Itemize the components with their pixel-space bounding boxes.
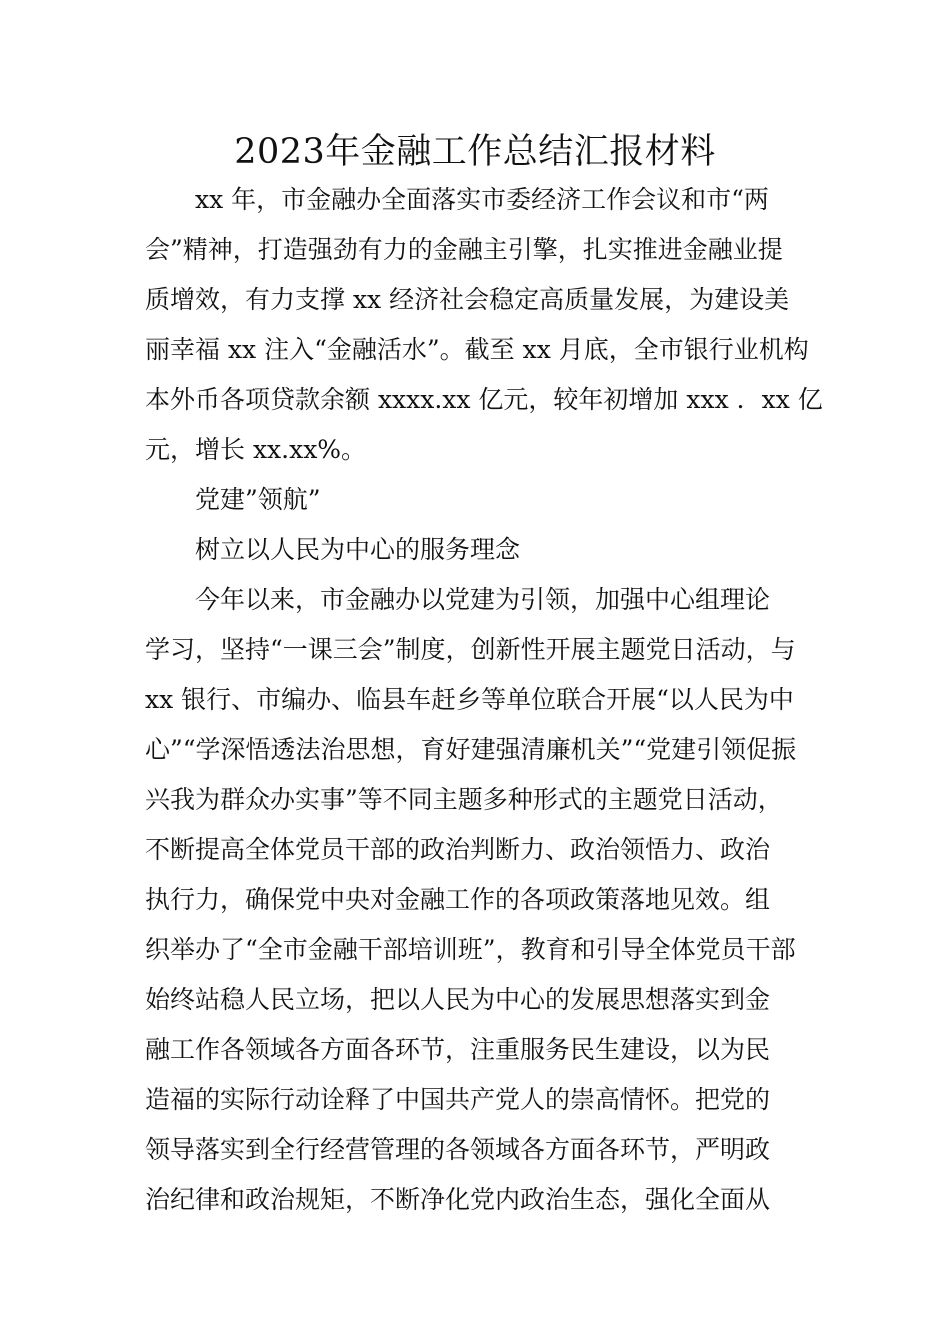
paragraph-line: 丽幸福 xx 注入“金融活水”。截至 xx 月底，全市银行业机构 xyxy=(145,335,809,364)
paragraph-line: 不断提高全体党员干部的政治判断力、政治领悟力、政治 xyxy=(145,835,771,864)
paragraph-line: 元，增长 xx.xx%。 xyxy=(145,435,367,464)
paragraph-line: 治纪律和政治规矩，不断净化党内政治生态，强化全面从 xyxy=(145,1185,771,1214)
paragraph-line: 兴我为群众办实事”等不同主题多种形式的主题党日活动， xyxy=(145,785,783,814)
paragraph-line: 造福的实际行动诠释了中国共产党人的崇高情怀。把党的 xyxy=(145,1085,771,1114)
paragraph-line: 领导落实到全行经营管理的各领域各方面各环节，严明政 xyxy=(145,1135,771,1164)
paragraph-line: 学习，坚持“一课三会”制度，创新性开展主题党日活动，与 xyxy=(145,635,796,664)
section-heading: 党建”领航” xyxy=(195,485,321,514)
paragraph-line: 始终站稳人民立场，把以人民为中心的发展思想落实到金 xyxy=(145,985,771,1014)
paragraph-line: xx 年，市金融办全面落实市委经济工作会议和市“两 xyxy=(195,185,769,214)
paragraph-line: 织举办了“全市金融干部培训班”，教育和引导全体党员干部 xyxy=(145,935,796,964)
paragraph-line: 今年以来，市金融办以党建为引领，加强中心组理论 xyxy=(195,585,771,614)
paragraph-line: 本外币各项贷款余额 xxxx.xx 亿元，较年初增加 xxx ．xx 亿 xyxy=(145,385,823,414)
paragraph-line: xx 银行、市编办、临县车赶乡等单位联合开展“以人民为中 xyxy=(145,685,794,714)
paragraph-line: 执行力，确保党中央对金融工作的各项政策落地见效。组 xyxy=(145,885,771,914)
subsection-heading: 树立以人民为中心的服务理念 xyxy=(195,535,521,564)
paragraph-line: 融工作各领域各方面各环节，注重服务民生建设，以为民 xyxy=(145,1035,771,1064)
paragraph-line: 会”精神，打造强劲有力的金融主引擎，扎实推进金融业提 xyxy=(145,235,783,264)
paragraph-line: 质增效，有力支撑 xx 经济社会稳定高质量发展，为建设美 xyxy=(145,285,790,314)
paragraph-line: 心”“学深悟透法治思想，育好建强清廉机关”“党建引领促振 xyxy=(145,735,797,764)
document-title: 2023年金融工作总结汇报材料 xyxy=(234,132,716,172)
